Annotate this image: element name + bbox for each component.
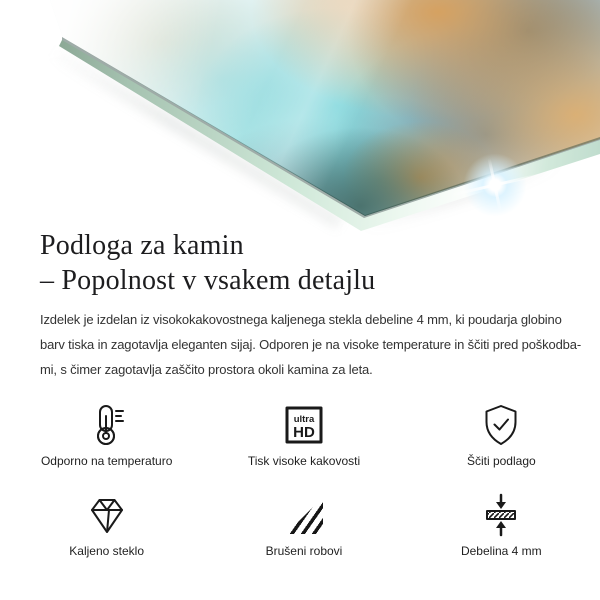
product-photo bbox=[0, 0, 600, 250]
description-line: mi, s čimer zagotavlja zaščito prostora okoli kamina za leta. bbox=[40, 362, 373, 377]
thermometer-icon bbox=[84, 402, 130, 448]
product-description bbox=[40, 307, 581, 382]
feature-label: Kaljeno steklo bbox=[69, 544, 145, 558]
feature-label: Tisk visoke kakovosti bbox=[247, 454, 361, 468]
description-line: Izdelek je izdelan iz visokokakovostnega kaljenega stekla debeline 4 mm, ki poudarja globino bbox=[40, 312, 562, 327]
feature-label: Odporno na temperaturo bbox=[40, 454, 173, 468]
svg-text:HD: HD bbox=[293, 424, 315, 441]
diamond-icon bbox=[84, 492, 130, 538]
svg-text:ultra: ultra bbox=[293, 414, 315, 425]
sparkle-flare-icon bbox=[452, 142, 538, 228]
title-line-1: Podloga za kamin bbox=[40, 230, 244, 261]
page-title bbox=[40, 228, 375, 298]
feature-polished-edges bbox=[205, 492, 402, 558]
feature-tempered-glass bbox=[8, 492, 205, 558]
polished-edges-icon bbox=[281, 492, 327, 538]
feature-label: Ščiti podlago bbox=[466, 454, 536, 468]
thickness-icon bbox=[478, 492, 524, 538]
title-line-2: – Popolnost v vsakem detajlu bbox=[40, 265, 376, 296]
feature-protects-surface bbox=[403, 402, 600, 468]
description-line: barv tiska in zagotavlja eleganten sijaj. Odporen je na visoke temperature in ščiti pred poškodba- bbox=[40, 337, 581, 352]
feature-print-quality bbox=[205, 402, 402, 468]
feature-thickness bbox=[403, 492, 600, 558]
feature-grid bbox=[0, 402, 600, 558]
feature-heat-resistant bbox=[8, 402, 205, 468]
feature-label: Brušeni robovi bbox=[265, 544, 343, 558]
ultra-hd-icon bbox=[281, 402, 327, 448]
feature-label: Debelina 4 mm bbox=[460, 544, 542, 558]
shield-check-icon bbox=[478, 402, 524, 448]
